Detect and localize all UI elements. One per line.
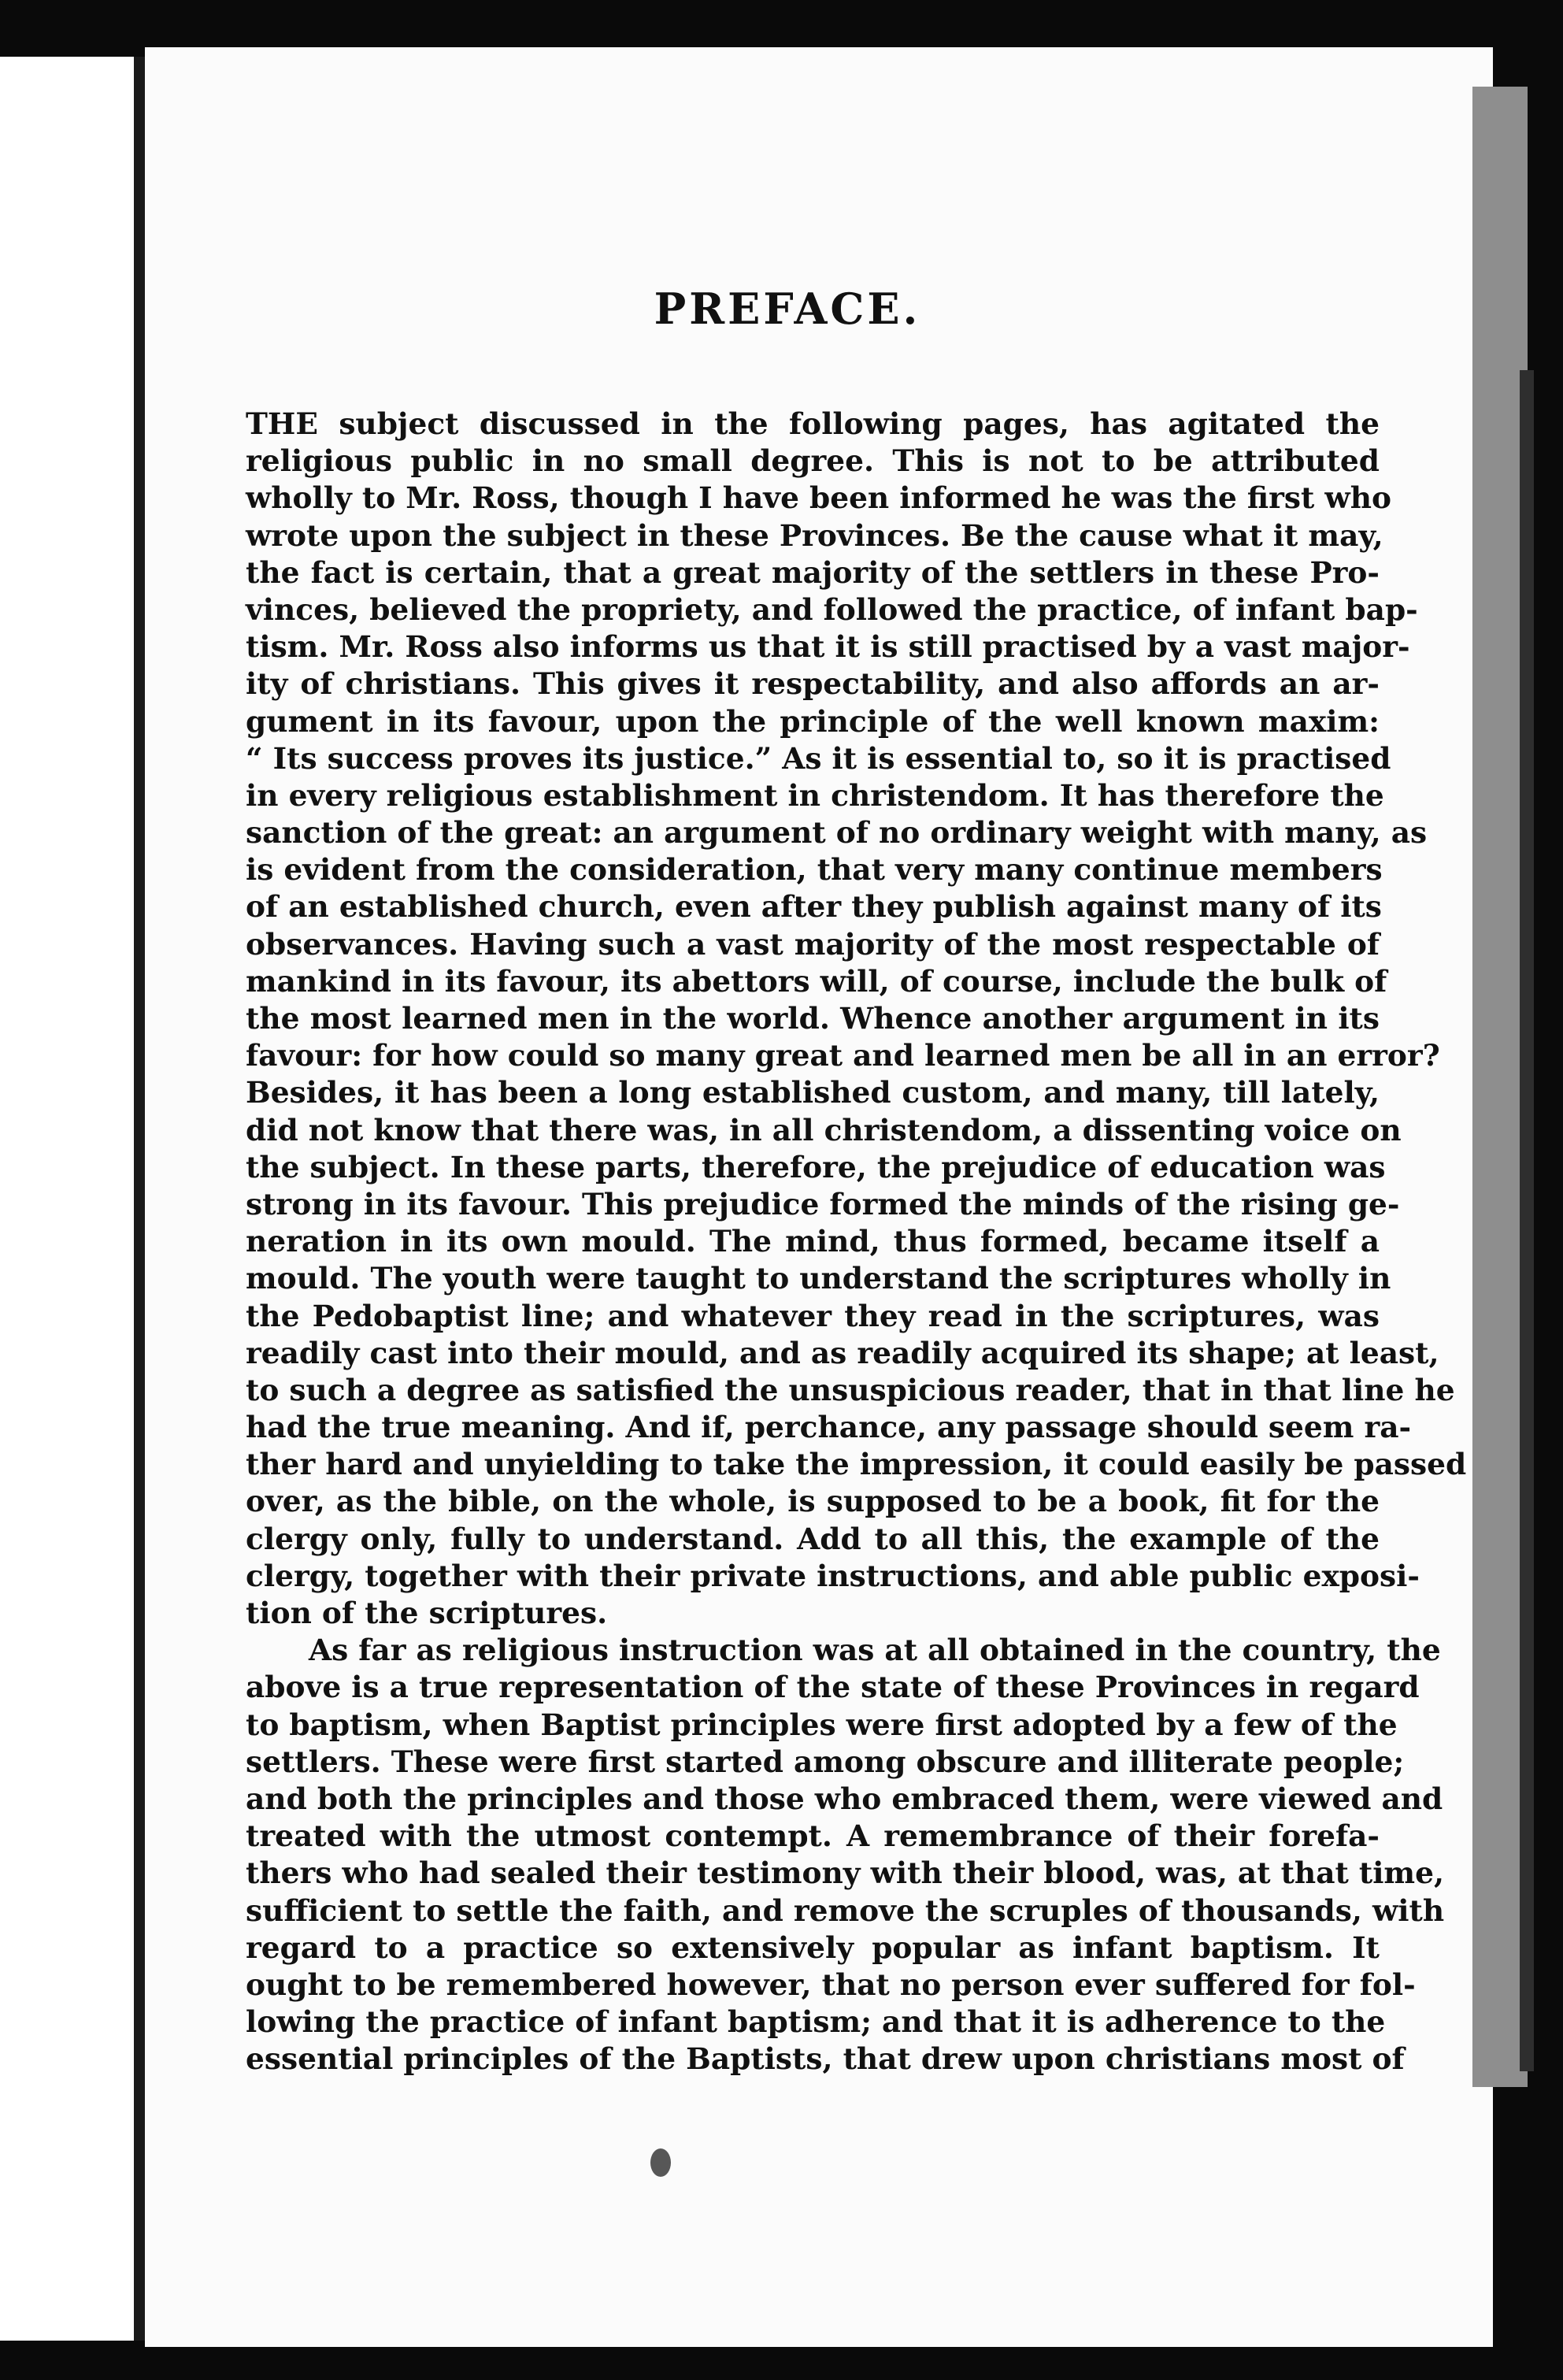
text-line: over, as the bible, on the whole, is supposed to be a book, fit for the [246,1484,1380,1519]
text-line: ther hard and unyielding to take the impression, it could easily be passed [246,1447,1467,1482]
ink-smudge [650,2148,671,2177]
text-line: lowing the practice of infant baptism; and that it is adherence to the [246,2004,1386,2040]
text-line: clergy only, fully to understand. Add to all this, the example of the [246,1521,1380,1556]
text-line: observances. Having such a vast majority of the most respectable of [246,926,1380,962]
text-line: ity of christians. This gives it respectability, and also affords an ar- [246,666,1380,702]
text-line: As far as religious instruction was at all obtained in the country, the [309,1633,1441,1668]
text-line: settlers. These were first started among obscure and illiterate people; [246,1744,1405,1779]
text-line: the most learned men in the world. Whence another argument in its [246,1001,1380,1036]
text-line: did not know that there was, in all christendom, a dissenting voice on [246,1112,1402,1147]
text-line: wholly to Mr. Ross, though I have been informed he was the first who [246,480,1391,516]
text-line: ought to be remembered however, that no person ever suffered for fol- [246,1967,1416,2002]
text-line: essential principles of the Baptists, that drew upon christians most of [246,2041,1405,2077]
text-line: in every religious establishment in christendom. It has therefore the [246,777,1384,813]
text-line: and both the principles and those who embraced them, were viewed and [246,1781,1443,1816]
text-line: religious public in no small degree. This is not to be attributed [246,443,1380,479]
text-line: “ Its success proves its justice.” As it is essential to, so it is practised [246,740,1391,776]
text-line: regard to a practice so extensively popular as infant baptism. It [246,1930,1380,1965]
text-line: to such a degree as satisfied the unsuspicious reader, that in that line he [246,1372,1455,1407]
text-line: Besides, it has been a long established custom, and many, till lately, [246,1075,1380,1110]
text-line: gument in its favour, upon the principle of the well known maxim: [246,703,1380,739]
text-line: tism. Mr. Ross also informs us that it is still practised by a vast major- [246,629,1410,665]
text-line: clergy, together with their private instructions, and able public exposi- [246,1558,1420,1593]
text-line: favour: for how could so many great and learned men be all in an error? [246,1038,1440,1073]
text-line: strong in its favour. This prejudice formed the minds of the rising ge- [246,1186,1400,1222]
text-line: the fact is certain, that a great majority of the settlers in these Pro- [246,554,1380,590]
text-line: the subject. In these parts, therefore, the prejudice of education was [246,1149,1386,1184]
text-line: vinces, believed the propriety, and followed the practice, of infant bap- [246,591,1418,627]
text-line: mankind in its favour, its abettors will, of course, include the bulk of [246,963,1387,999]
text-line: the Pedobaptist line; and whatever they read in the scriptures, was [246,1298,1380,1333]
text-line: of an established church, even after they publish against many of its [246,889,1382,925]
text-line: readily cast into their mould, and as readily acquired its shape; at least, [246,1335,1439,1370]
text-line: THE subject discussed in the following pages, has agitated the [246,406,1380,441]
book-gutter [134,57,145,2341]
body-text [246,406,1467,2078]
text-line: to baptism, when Baptist principles were first adopted by a few of the [246,1707,1398,1742]
text-line: is evident from the consideration, that very many continue members [246,852,1383,888]
page-title: PREFACE. [654,284,921,334]
text-line: mould. The youth were taught to understand the scriptures wholly in [246,1261,1391,1296]
text-line: had the true meaning. And if, perchance, any passage should seem ra- [246,1410,1412,1445]
facing-page [0,57,146,2341]
page-edge-shadow [1520,370,1534,2071]
text-line: neration in its own mould. The mind, thus formed, became itself a [246,1224,1380,1259]
text-line: wrote upon the subject in these Provinces. Be the cause what it may, [246,517,1383,553]
text-line: tion of the scriptures. [246,1596,608,1630]
text-line: sanction of the great: an argument of no ordinary weight with many, as [246,815,1428,851]
text-line: thers who had sealed their testimony with their blood, was, at that time, [246,1855,1445,1891]
text-line: sufficient to settle the faith, and remove the scruples of thousands, with [246,1893,1445,1928]
text-line: above is a true representation of the state of these Provinces in regard [246,1670,1420,1705]
text-line: treated with the utmost contempt. A remembrance of their forefa- [246,1818,1380,1854]
